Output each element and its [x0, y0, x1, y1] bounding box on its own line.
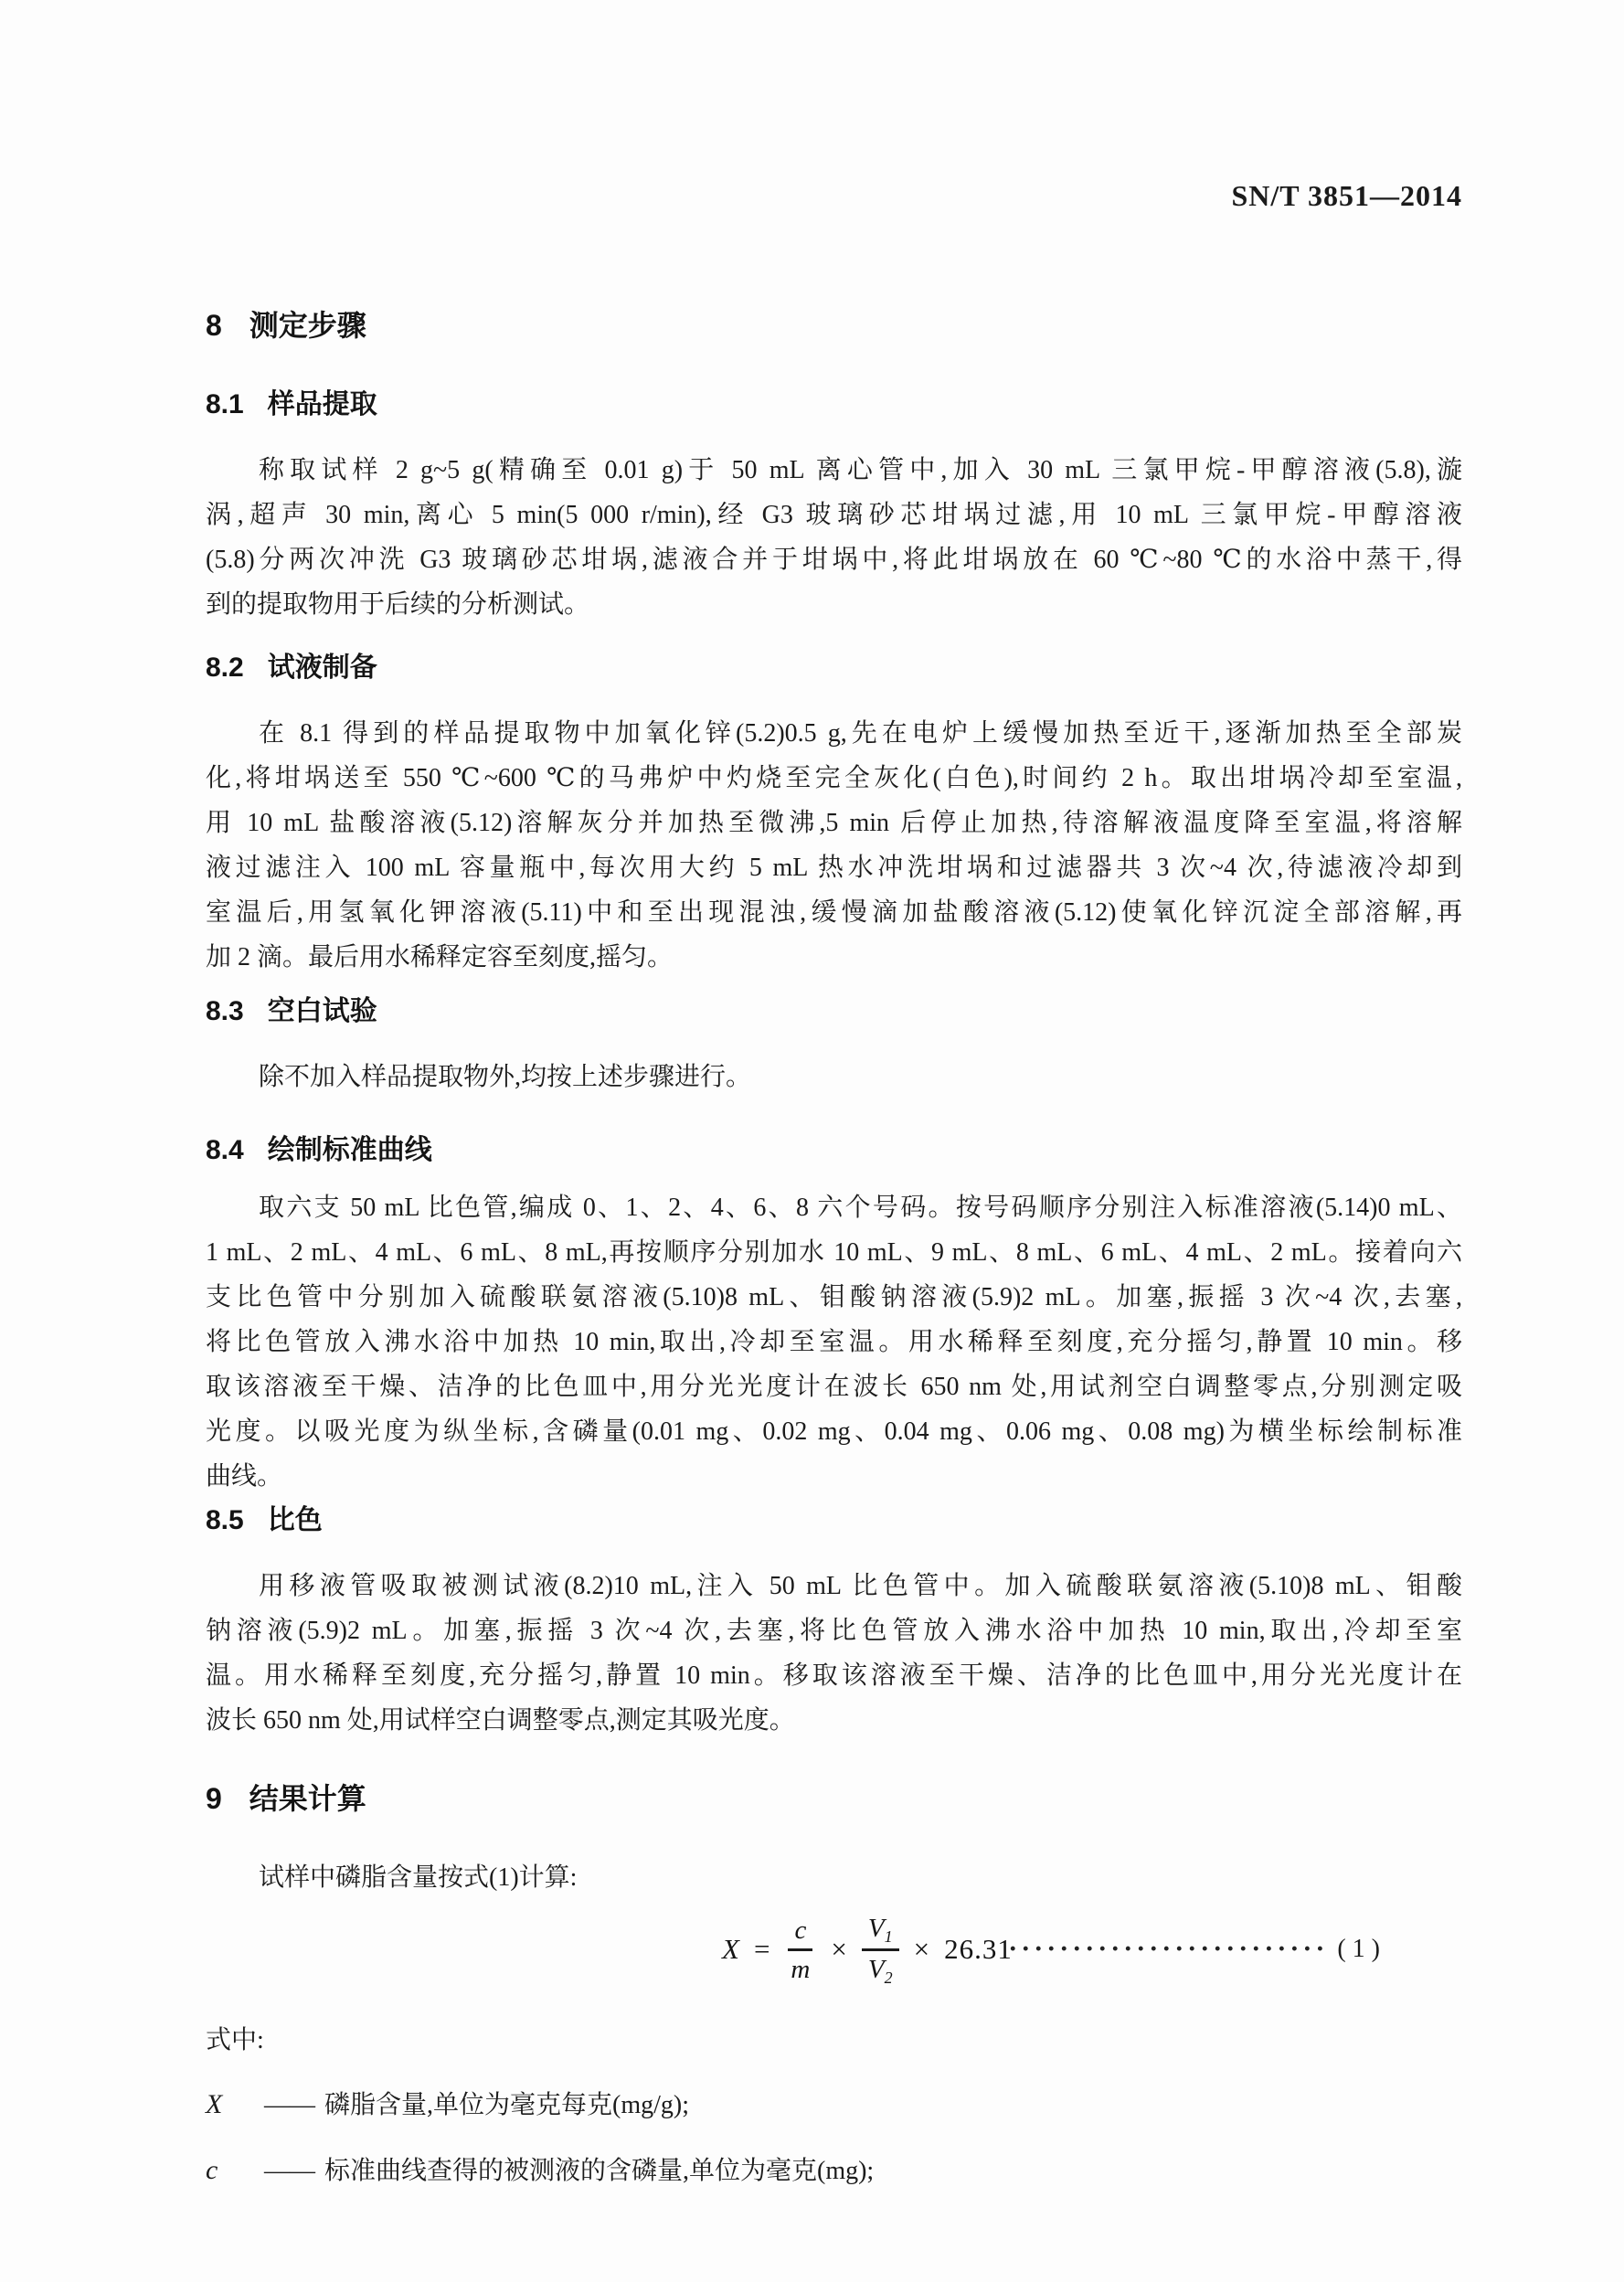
paragraph-9-intro	[206, 1855, 1462, 1900]
definition-row-c	[206, 2151, 1462, 2191]
multiply-sign: ×	[831, 1933, 847, 1965]
definition-symbol: c	[206, 2155, 218, 2185]
text-line: 取该溶液至干燥、洁净的比色皿中,用分光光度计在波长 650 nm 处,用试剂空白调整零点,分别测定吸	[206, 1373, 1462, 1401]
equation-leader	[1008, 1905, 1380, 1993]
subscript-1: 1	[884, 1926, 893, 1946]
definitions-lead: 式中:	[206, 2026, 264, 2054]
standard-number-header: SN/T 3851—2014	[1231, 179, 1462, 212]
formula-constant: 26.31	[944, 1933, 1013, 1965]
section-9-number: 9	[206, 1782, 222, 1815]
text-line: 钠溶液(5.9)2 mL。加塞,振摇 3 次~4 次,去塞,将比色管放入沸水浴中加热 10 min,取出,冷却至室	[206, 1617, 1462, 1645]
fraction-v1-over-v2	[862, 1914, 899, 1986]
definition-dash: ——	[264, 2091, 315, 2119]
section-8-1-title: 样品提取	[267, 389, 377, 419]
text-line: 涡,超声 30 min,离心 5 min(5 000 r/min),经 G3 玻璃砂芯坩埚过滤,用 10 mL 三氯甲烷-甲醇溶液	[206, 501, 1462, 529]
text-line: 液过滤注入 100 mL 容量瓶中,每次用大约 5 mL 热水冲洗坩埚和过滤器共 3 次~4 次,待滤液冷却到	[206, 854, 1462, 882]
fraction-numerator	[862, 1914, 899, 1951]
section-8-3-title: 空白试验	[267, 996, 377, 1026]
definition-symbol: X	[206, 2089, 223, 2119]
section-8-5-title: 比色	[267, 1505, 323, 1535]
equals-sign: =	[753, 1933, 770, 1965]
equation-1	[206, 1905, 1462, 1993]
definition-row-x	[206, 2086, 1462, 2125]
text-line: 室温后,用氢氧化钾溶液(5.11)中和至出现混浊,缓慢滴加盐酸溶液(5.12)使氧化锌沉淀全部溶解,再	[206, 898, 1462, 927]
text-line: 化,将坩埚送至 550 ℃~600 ℃的马弗炉中灼烧至完全灰化(白色),时间约 2 h。取出坩埚冷却至室温,	[206, 764, 1462, 792]
variable-v: V	[867, 1913, 885, 1943]
fraction-numerator: c	[788, 1916, 812, 1950]
text-line: 1 mL、2 mL、4 mL、6 mL、8 mL,再按顺序分别加水 10 mL、9 mL、8 mL、6 mL、4 mL、2 mL。接着向六	[206, 1238, 1462, 1267]
text-line: 称取试样 2 g~5 g(精确至 0.01 g)于 50 mL 离心管中,加入 30 mL 三氯甲烷-甲醇溶液(5.8),漩	[259, 456, 1462, 484]
section-8-3-heading	[206, 994, 1462, 1029]
text-line: 温。用水稀释至刻度,充分摇匀,静置 10 min。移取该溶液至干燥、洁净的比色皿中,用分光光度计在	[206, 1661, 1462, 1690]
paragraph-8-3	[206, 1055, 1462, 1099]
section-8-3-number: 8.3	[206, 996, 244, 1026]
text-line: 用移液管吸取被测试液(8.2)10 mL,注入 50 mL 比色管中。加入硫酸联氨溶液(5.10)8 mL、钼酸	[259, 1572, 1462, 1600]
definition-text: 磷脂含量,单位为毫克每克(mg/g);	[324, 2091, 689, 2119]
text-line: 除不加入样品提取物外,均按上述步骤进行。	[259, 1063, 752, 1091]
text-line: 波长 650 nm 处,用试样空白调整零点,测定其吸光度。	[206, 1706, 795, 1735]
section-8-number: 8	[206, 309, 222, 342]
text-line: 光度。以吸光度为纵坐标,含磷量(0.01 mg、0.02 mg、0.04 mg、0.06 mg、0.08 mg)为横坐标绘制标准	[206, 1417, 1462, 1446]
text-line: (5.8)分两次冲洗 G3 玻璃砂芯坩埚,滤液合并于坩埚中,将此坩埚放在 60 ℃~80 ℃的水浴中蒸干,得	[206, 546, 1462, 574]
definition-text: 标准曲线查得的被测液的含磷量,单位为毫克(mg);	[324, 2157, 875, 2185]
leader-dots: ·························	[1008, 1934, 1329, 1964]
section-9-heading	[206, 1780, 1462, 1817]
section-8-1-number: 8.1	[206, 389, 244, 419]
text-line: 用 10 mL 盐酸溶液(5.12)溶解灰分并加热至微沸,5 min 后停止加热,待溶解液温度降至室温,将溶解	[206, 809, 1462, 837]
text-line: 加 2 滴。最后用水稀释定容至刻度,摇匀。	[206, 943, 674, 971]
section-8-5-heading	[206, 1503, 1462, 1538]
section-8-4-number: 8.4	[206, 1135, 244, 1165]
section-9-title: 结果计算	[249, 1782, 366, 1815]
text-line: 试样中磷脂含量按式(1)计算:	[259, 1863, 578, 1892]
text-line: 在 8.1 得到的样品提取物中加氧化锌(5.2)0.5 g,先在电炉上缓慢加热至近干,逐渐加热至全部炭	[259, 719, 1462, 748]
paragraph-8-1	[206, 448, 1462, 627]
section-8-2-heading	[206, 651, 1462, 685]
text-line: 将比色管放入沸水浴中加热 10 min,取出,冷却至室温。用水稀释至刻度,充分摇匀,静置 10 min。移	[206, 1328, 1462, 1356]
subscript-2: 2	[884, 1968, 893, 1987]
section-8-4-title: 绘制标准曲线	[267, 1135, 432, 1165]
section-8-heading	[206, 307, 1462, 344]
equation-number: ( 1 )	[1337, 1935, 1380, 1963]
section-8-2-title: 试液制备	[267, 653, 377, 683]
formula-lhs: X	[722, 1933, 739, 1965]
section-8-2-number: 8.2	[206, 653, 244, 683]
text-line: 支比色管中分别加入硫酸联氨溶液(5.10)8 mL、钼酸钠溶液(5.9)2 mL。加塞,振摇 3 次~4 次,去塞,	[206, 1283, 1462, 1311]
section-8-5-number: 8.5	[206, 1505, 244, 1535]
paragraph-8-4	[206, 1185, 1462, 1499]
paragraph-8-2	[206, 711, 1462, 980]
text-line: 曲线。	[206, 1462, 283, 1491]
variable-v: V	[867, 1954, 885, 1984]
equation-expression	[722, 1905, 1013, 1993]
definition-dash: ——	[264, 2157, 315, 2185]
fraction-denominator: m	[791, 1954, 811, 1984]
text-line: 到的提取物用于后续的分析测试。	[206, 590, 590, 619]
multiply-sign: ×	[913, 1933, 930, 1965]
fraction-denominator	[862, 1954, 899, 1986]
fraction-c-over-m	[784, 1916, 816, 1983]
paragraph-8-5	[206, 1564, 1462, 1743]
section-8-title: 测定步骤	[249, 309, 366, 342]
section-8-4-heading	[206, 1133, 1462, 1168]
text-line: 取六支 50 mL 比色管,编成 0、1、2、4、6、8 六个号码。按号码顺序分别注入标准溶液(5.14)0 mL、	[259, 1194, 1462, 1222]
section-8-1-heading	[206, 387, 1462, 422]
